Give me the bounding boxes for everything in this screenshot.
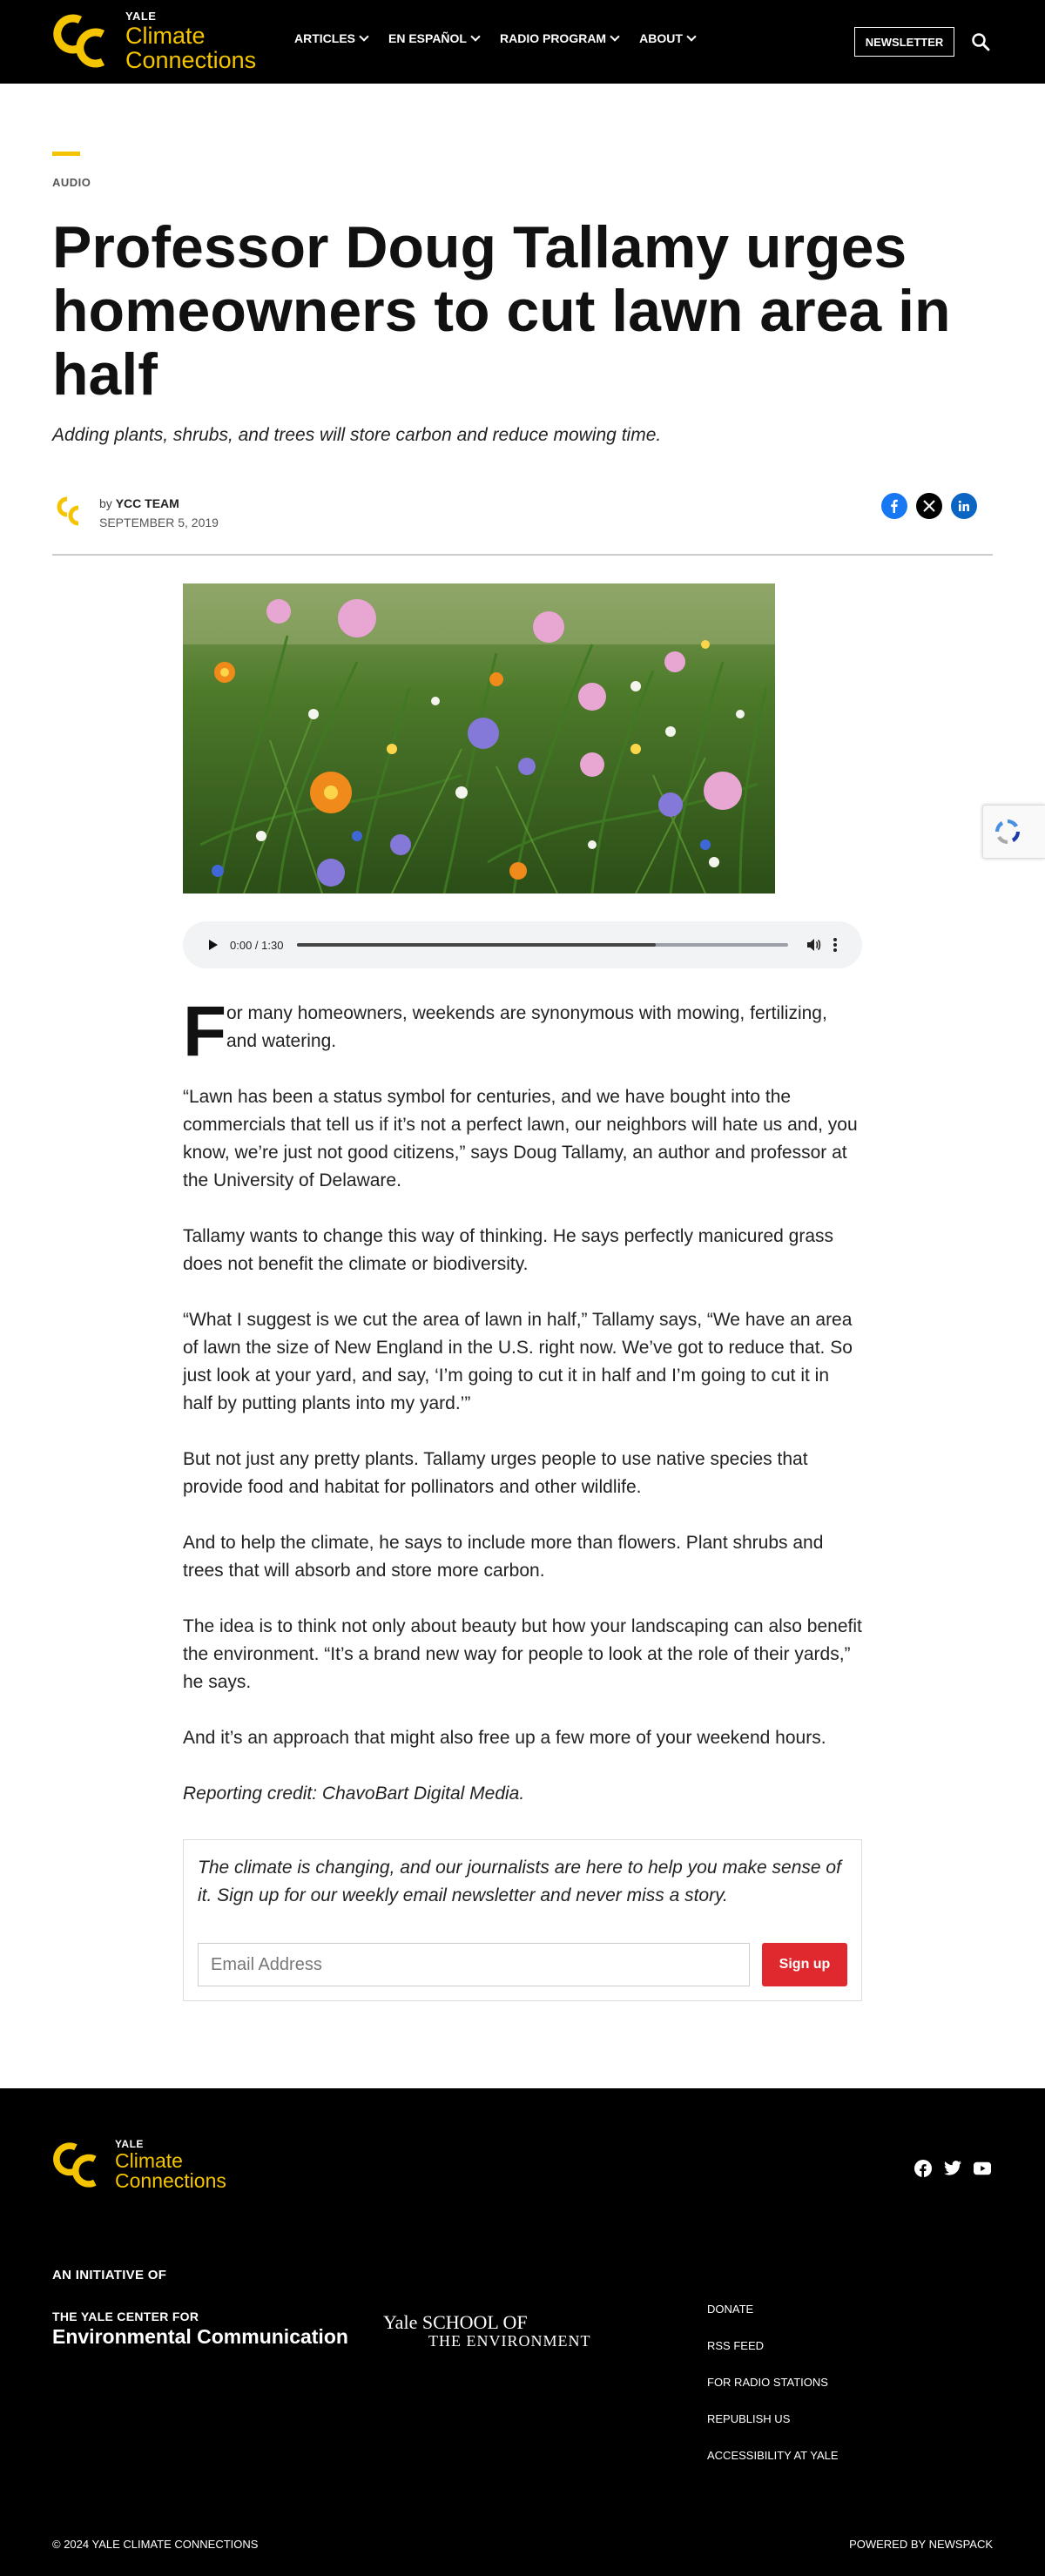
logo-mark-icon — [52, 2137, 108, 2193]
footer-link-rss-feed[interactable]: RSS FEED — [707, 2339, 765, 2352]
logo-line2: Connections — [115, 2169, 226, 2192]
logo-line1: Climate — [125, 22, 206, 49]
ycec-line2: Environmental Communication — [52, 2325, 348, 2348]
site-header — [0, 0, 1045, 84]
first-paragraph — [183, 992, 862, 1071]
section-label[interactable]: AUDIO — [52, 176, 91, 189]
publish-date: SEPTEMBER 5, 2019 — [99, 516, 219, 529]
footer-link-accessibility[interactable]: ACCESSIBILITY AT YALE — [707, 2449, 839, 2462]
article-title: Professor Doug Tallamy urges homeowners to cut lawn area in half — [52, 214, 951, 408]
ycec-line1: THE YALE CENTER FOR — [52, 2310, 199, 2323]
email-field[interactable]: Email Address — [198, 1943, 750, 1986]
footer-links — [707, 2303, 839, 2485]
facebook-icon[interactable] — [881, 493, 907, 519]
paragraph: The idea is to think not only about beauty but how your landscaping can also benefit the environment. “It’s a brand new way for people to look at the role of their yards,” he says. — [183, 1616, 862, 1692]
byline-prefix: by — [99, 496, 112, 510]
site-logo[interactable] — [52, 8, 256, 74]
paragraph: Tallamy wants to change this way of thinking. He says perfectly manicured grass does not benefit the climate or biodiversity. — [183, 1226, 834, 1274]
article-subtitle: Adding plants, shrubs, and trees will store carbon and reduce mowing time. — [52, 425, 662, 445]
logo-yale-text: YALE — [115, 2138, 144, 2150]
newsletter-signup-box — [183, 1839, 862, 2001]
yale-school-environment-logo[interactable] — [383, 2311, 590, 2350]
footer-link-republish[interactable]: REPUBLISH US — [707, 2412, 791, 2425]
newsletter-button[interactable]: NEWSLETTER — [854, 27, 954, 57]
recaptcha-icon — [990, 814, 1025, 849]
yse-line1: Yale SCHOOL OF — [383, 2311, 528, 2333]
reporting-credit: Reporting credit: ChavoBart Digital Media. — [183, 1784, 525, 1804]
footer-logo[interactable] — [52, 2137, 226, 2193]
article-hero-image — [183, 583, 775, 894]
play-icon[interactable] — [209, 940, 218, 950]
volume-icon[interactable] — [806, 937, 821, 953]
facebook-icon[interactable] — [914, 2160, 932, 2177]
paragraph: But not just any pretty plants. Tallamy urges people to use native species that provide food and habitat for pollinators and other wildlife. — [183, 1449, 808, 1497]
newsletter-text: The climate is changing, and our journalists are here to help you make sense of it. Sign up for our weekly email newsletter and never miss a story. — [198, 1858, 841, 1905]
logo-yale-text: YALE — [125, 9, 157, 23]
linkedin-icon[interactable] — [951, 493, 977, 519]
nav-label: ARTICLES — [294, 31, 355, 45]
yse-line2: THE ENVIRONMENT — [428, 2332, 591, 2350]
twitter-icon[interactable] — [944, 2160, 961, 2177]
site-footer — [0, 2088, 1045, 2576]
dropcap: F — [183, 992, 227, 1071]
logo-line1: Climate — [115, 2149, 183, 2172]
chevron-down-icon — [359, 31, 368, 41]
search-icon[interactable] — [970, 31, 991, 52]
author-link[interactable]: YCC TEAM — [115, 496, 179, 510]
author-avatar[interactable] — [52, 493, 89, 529]
powered-by-link[interactable]: POWERED BY NEWSPACK — [849, 2538, 993, 2551]
main-nav — [294, 31, 695, 45]
paragraph: “What I suggest is we cut the area of lawn in half,” Tallamy says, “We have an area of lawn the size of New England in the U.S. right now. We’ve got to reduce that. So just look at your yard, and say, ‘I’m going to cut it in half and I’m going to cut it in half by putting plants into my yard.’” — [183, 1310, 853, 1413]
audio-player — [183, 921, 862, 968]
nav-item-about[interactable] — [639, 31, 695, 45]
audio-progress-fill — [297, 943, 656, 947]
footer-link-donate[interactable]: DONATE — [707, 2303, 754, 2316]
copyright: © 2024 YALE CLIMATE CONNECTIONS — [52, 2538, 259, 2551]
section-accent-bar — [52, 152, 80, 156]
nav-item-en-espanol[interactable] — [388, 31, 479, 45]
audio-progress-bar[interactable] — [297, 943, 788, 947]
initiative-label: AN INITIATIVE OF — [52, 2268, 167, 2283]
x-icon[interactable] — [916, 493, 942, 519]
more-options-icon[interactable] — [833, 938, 837, 952]
footer-socials — [914, 2160, 991, 2177]
first-paragraph-text: or many homeowners, weekends are synonymous with mowing, fertilizing, and watering. — [226, 1003, 827, 1051]
nav-label: ABOUT — [639, 31, 683, 45]
audio-time: 0:00 / 1:30 — [230, 938, 284, 952]
logo-line2: Connections — [125, 46, 257, 73]
footer-link-radio-stations[interactable]: FOR RADIO STATIONS — [707, 2376, 828, 2389]
header-divider — [52, 554, 993, 556]
nav-label: EN ESPAÑOL — [388, 31, 467, 45]
paragraph: And to help the climate, he says to include more than flowers. Plant shrubs and trees that will absorb and store more carbon. — [183, 1533, 824, 1581]
ycec-logo[interactable] — [52, 2310, 348, 2349]
nav-item-radio-program[interactable] — [500, 31, 618, 45]
paragraph: “Lawn has been a status symbol for centuries, and we have bought into the commercials that tell us if it’s not a perfect lawn, our neighbors will hate us and, you know, we’re just not good citizens,” says Doug Tallamy, an author and professor at the University of Delaware. — [183, 1087, 858, 1190]
nav-item-articles[interactable] — [294, 31, 367, 45]
youtube-icon[interactable] — [974, 2160, 991, 2177]
byline — [99, 496, 179, 510]
chevron-down-icon — [686, 31, 696, 41]
signup-button[interactable]: Sign up — [762, 1943, 847, 1986]
chevron-down-icon — [470, 31, 480, 41]
logo-mark-icon — [52, 8, 118, 74]
nav-label: RADIO PROGRAM — [499, 31, 607, 45]
paragraph: And it’s an approach that might also free up a few more of your weekend hours. — [183, 1728, 826, 1748]
article-body — [183, 992, 862, 1836]
chevron-down-icon — [610, 31, 619, 41]
recaptcha-badge[interactable] — [982, 805, 1045, 859]
